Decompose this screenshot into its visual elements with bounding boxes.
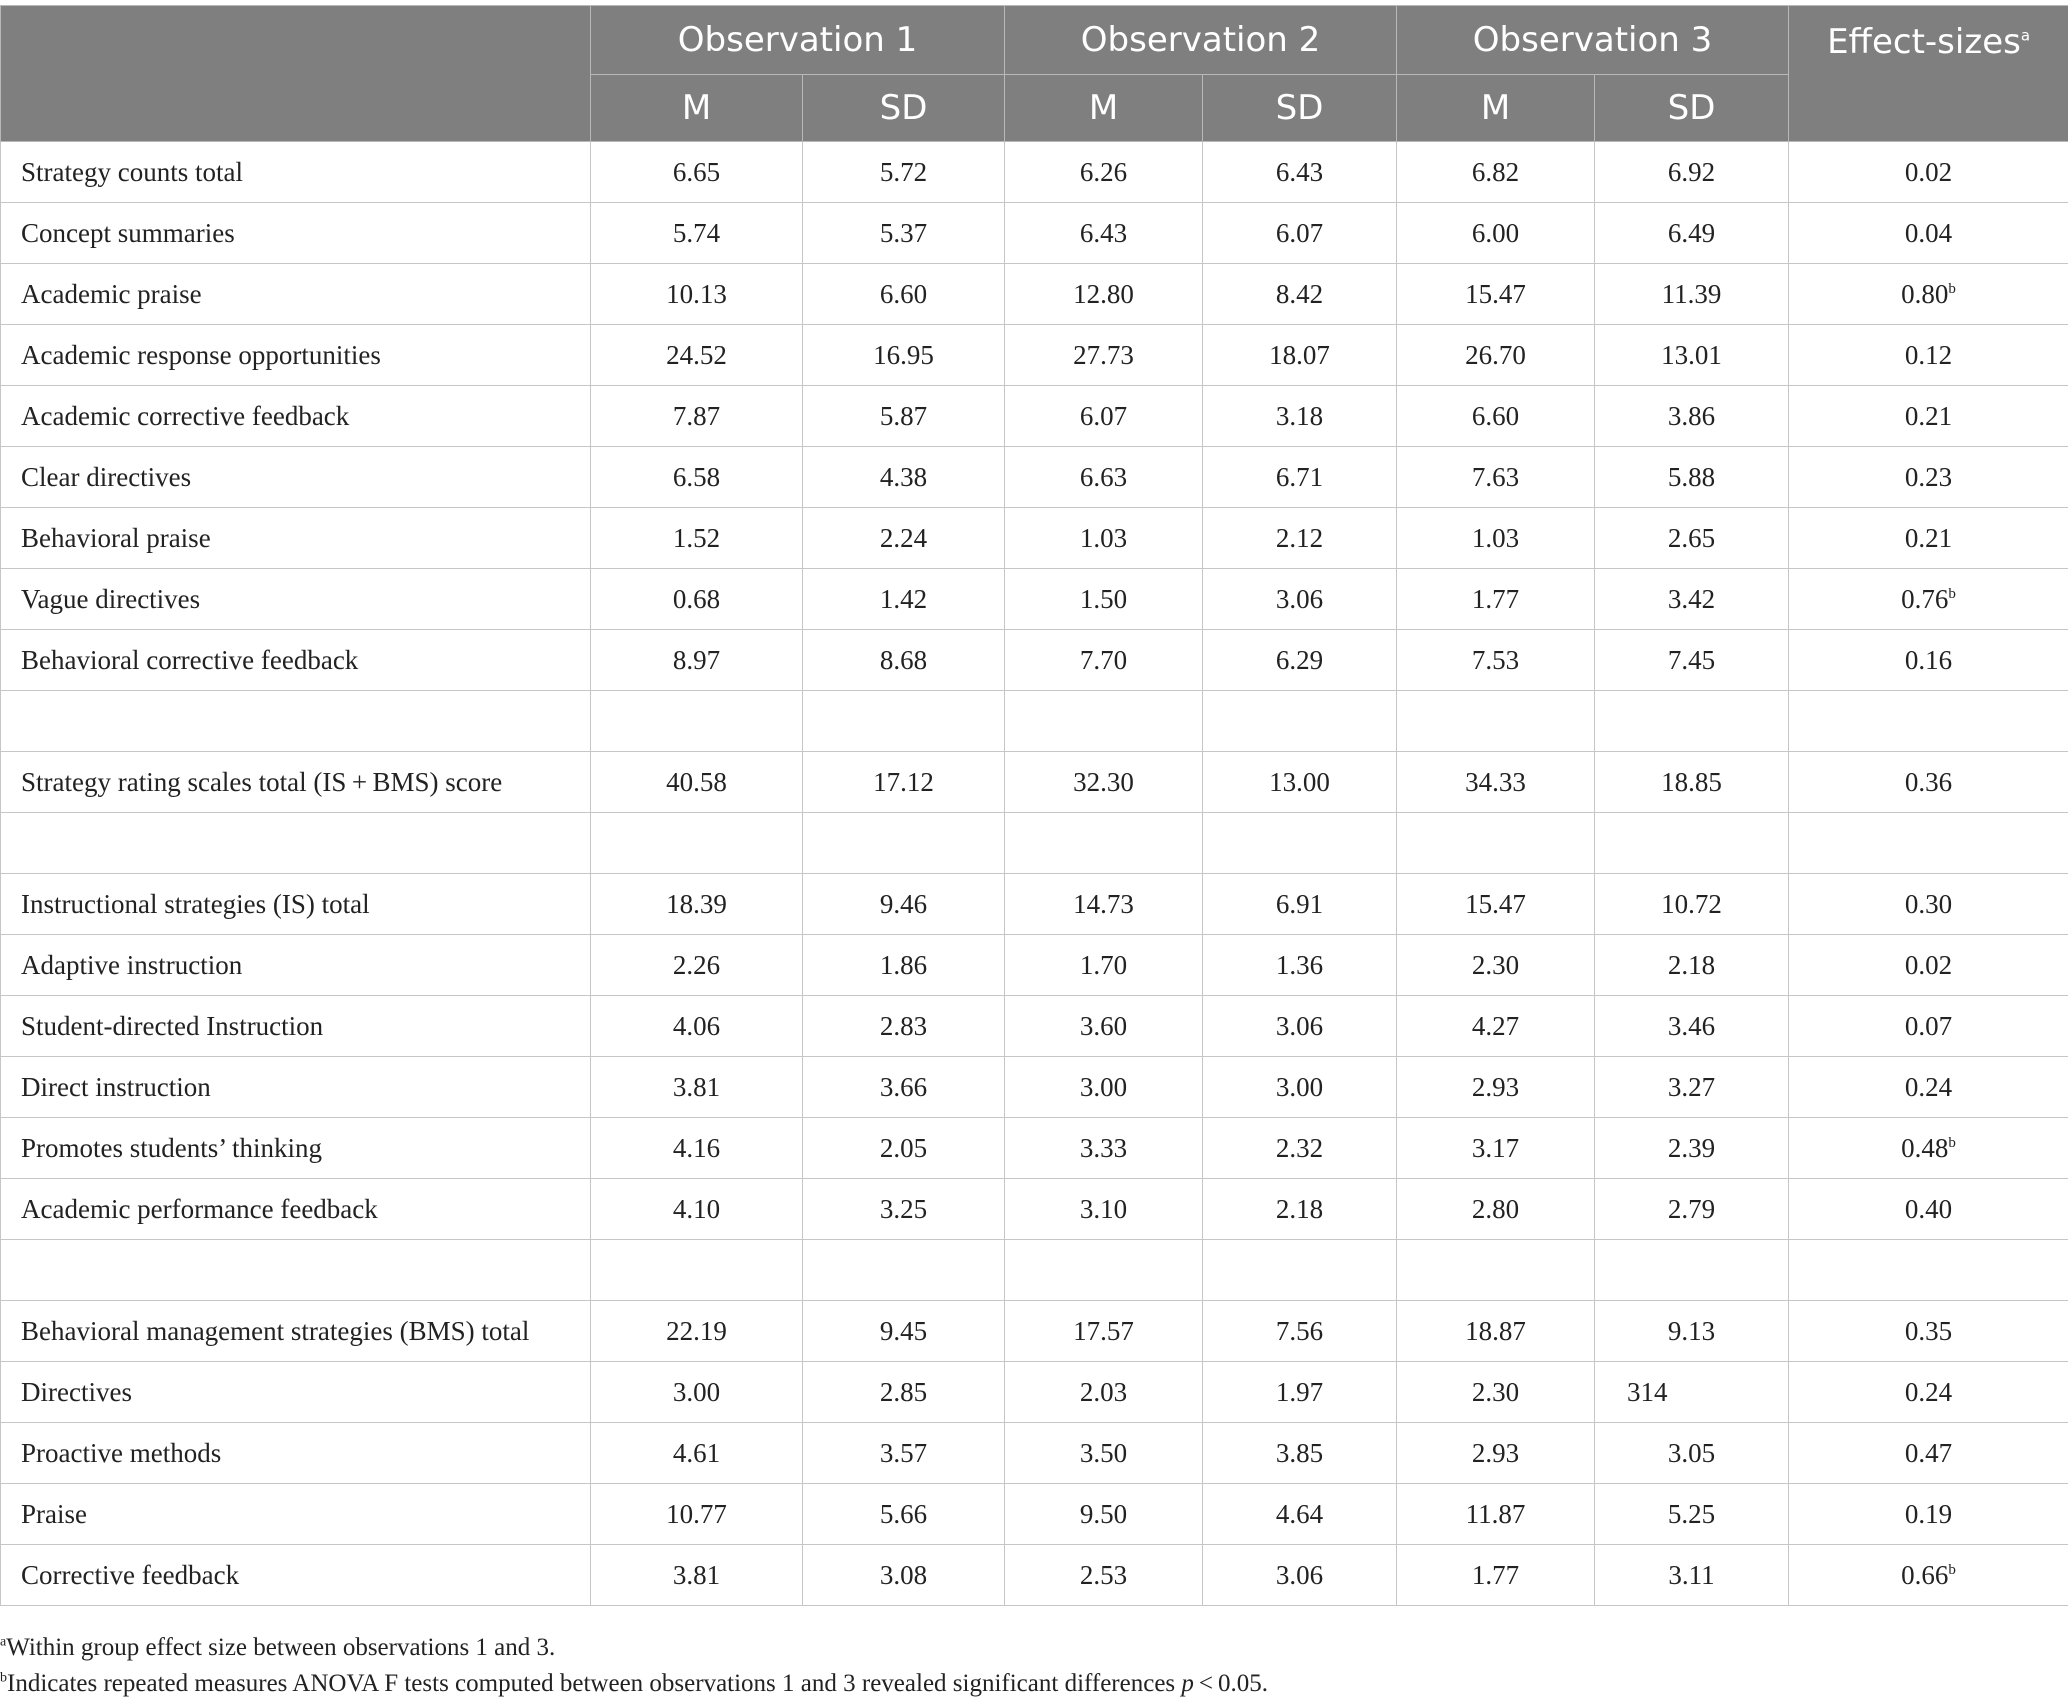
cell-mean-obs-1: 8.97 xyxy=(591,630,803,691)
table-row-spacer xyxy=(1,1240,2068,1301)
table-row xyxy=(1,1118,2068,1179)
cell-sd-obs-2: 4.64 xyxy=(1203,1484,1397,1545)
cell-mean-obs-2: 17.57 xyxy=(1005,1301,1203,1362)
significance-footnote-mark: b xyxy=(1948,1561,1956,1578)
effect-size-value: 0.76 xyxy=(1901,583,1949,614)
significance-footnote-mark: b xyxy=(1948,585,1956,602)
cell-sd-obs-2: 6.07 xyxy=(1203,203,1397,264)
cell-sd-obs-3: 6.49 xyxy=(1595,203,1789,264)
cell-sd-obs-2: 3.06 xyxy=(1203,1545,1397,1606)
row-label: Academic response opportunities xyxy=(1,325,591,386)
cell-effect-size xyxy=(1789,325,2068,386)
row-label: Vague directives xyxy=(1,569,591,630)
effect-size-value: 0.30 xyxy=(1904,888,1953,919)
cell-sd-obs-3: 314 xyxy=(1595,1362,1789,1423)
cell-mean-obs-1: 6.58 xyxy=(591,447,803,508)
footnote-a xyxy=(0,1630,1268,1666)
cell-mean-obs-1: 10.13 xyxy=(591,264,803,325)
cell-sd-obs-3: 3.05 xyxy=(1595,1423,1789,1484)
cell-sd-obs-3: 2.79 xyxy=(1595,1179,1789,1240)
cell-mean-obs-1: 4.10 xyxy=(591,1179,803,1240)
effect-size-value: 0.23 xyxy=(1904,461,1953,492)
table-row xyxy=(1,1362,2068,1423)
effect-size-value: 0.47 xyxy=(1904,1437,1953,1468)
cell-mean-obs-1: 4.61 xyxy=(591,1423,803,1484)
cell-sd-obs-1: 3.25 xyxy=(803,1179,1005,1240)
cell-effect-size xyxy=(1789,569,2068,630)
table-row xyxy=(1,1301,2068,1362)
cell-mean-obs-2: 6.26 xyxy=(1005,142,1203,203)
row-label: Academic praise xyxy=(1,264,591,325)
cell-mean-obs-1: 7.87 xyxy=(591,386,803,447)
cell-sd-obs-1: 3.57 xyxy=(803,1423,1005,1484)
cell-sd-obs-1: 5.37 xyxy=(803,203,1005,264)
results-table xyxy=(0,5,2068,1606)
cell-mean-obs-3 xyxy=(1397,691,1595,752)
table-row xyxy=(1,203,2068,264)
row-label: Adaptive instruction xyxy=(1,935,591,996)
row-label: Behavioral praise xyxy=(1,508,591,569)
cell-sd-obs-2: 6.71 xyxy=(1203,447,1397,508)
cell-mean-obs-2: 6.07 xyxy=(1005,386,1203,447)
table-row-spacer xyxy=(1,691,2068,752)
cell-sd-obs-3: 10.72 xyxy=(1595,874,1789,935)
cell-mean-obs-2: 6.63 xyxy=(1005,447,1203,508)
cell-effect-size xyxy=(1789,1301,2068,1362)
cell-sd-obs-3: 3.46 xyxy=(1595,996,1789,1057)
cell-sd-obs-3: 13.01 xyxy=(1595,325,1789,386)
table-row xyxy=(1,569,2068,630)
cell-sd-obs-2 xyxy=(1203,1240,1397,1301)
row-label xyxy=(1,1240,591,1301)
row-label: Behavioral corrective feedback xyxy=(1,630,591,691)
footnote-b-mark: b xyxy=(0,1670,7,1686)
cell-sd-obs-1: 8.68 xyxy=(803,630,1005,691)
cell-sd-obs-2 xyxy=(1203,691,1397,752)
cell-sd-obs-1: 2.24 xyxy=(803,508,1005,569)
cell-mean-obs-2: 3.60 xyxy=(1005,996,1203,1057)
cell-mean-obs-3 xyxy=(1397,813,1595,874)
cell-sd-obs-3: 18.85 xyxy=(1595,752,1789,813)
cell-mean-obs-3: 2.93 xyxy=(1397,1423,1595,1484)
table-row xyxy=(1,1057,2068,1118)
cell-mean-obs-2: 32.30 xyxy=(1005,752,1203,813)
cell-effect-size xyxy=(1789,203,2068,264)
cell-sd-obs-1: 5.66 xyxy=(803,1484,1005,1545)
cell-effect-size xyxy=(1789,630,2068,691)
significance-footnote-mark: b xyxy=(1948,280,1956,297)
row-label: Strategy rating scales total (IS + BMS) score xyxy=(1,752,591,813)
cell-sd-obs-3: 2.65 xyxy=(1595,508,1789,569)
cell-sd-obs-3 xyxy=(1595,1240,1789,1301)
cell-effect-size xyxy=(1789,1057,2068,1118)
cell-sd-obs-2: 3.06 xyxy=(1203,569,1397,630)
table-row-spacer xyxy=(1,813,2068,874)
cell-sd-obs-2: 6.29 xyxy=(1203,630,1397,691)
cell-effect-size xyxy=(1789,996,2068,1057)
cell-sd-obs-2: 6.43 xyxy=(1203,142,1397,203)
effect-size-value: 0.36 xyxy=(1904,766,1953,797)
table-row xyxy=(1,264,2068,325)
row-label: Student-directed Instruction xyxy=(1,996,591,1057)
row-label: Strategy counts total xyxy=(1,142,591,203)
cell-sd-obs-3: 7.45 xyxy=(1595,630,1789,691)
cell-effect-size xyxy=(1789,813,2068,874)
cell-sd-obs-2: 2.32 xyxy=(1203,1118,1397,1179)
cell-mean-obs-1: 4.16 xyxy=(591,1118,803,1179)
effect-size-value: 0.07 xyxy=(1904,1010,1953,1041)
cell-mean-obs-1: 0.68 xyxy=(591,569,803,630)
cell-sd-obs-3: 3.42 xyxy=(1595,569,1789,630)
cell-effect-size xyxy=(1789,142,2068,203)
cell-mean-obs-3: 7.63 xyxy=(1397,447,1595,508)
cell-sd-obs-3: 2.39 xyxy=(1595,1118,1789,1179)
cell-sd-obs-3 xyxy=(1595,691,1789,752)
cell-mean-obs-1: 2.26 xyxy=(591,935,803,996)
effect-sizes-footnote-mark: a xyxy=(2020,26,2031,45)
cell-mean-obs-3: 2.93 xyxy=(1397,1057,1595,1118)
cell-sd-obs-3: 9.13 xyxy=(1595,1301,1789,1362)
cell-sd-obs-1: 16.95 xyxy=(803,325,1005,386)
effect-size-value: 0.19 xyxy=(1904,1498,1953,1529)
effect-sizes-label: Effect-sizes xyxy=(1827,22,2021,62)
effect-size-value: 0.21 xyxy=(1904,400,1953,431)
cell-sd-obs-2: 3.85 xyxy=(1203,1423,1397,1484)
cell-mean-obs-3: 2.80 xyxy=(1397,1179,1595,1240)
cell-sd-obs-1: 9.45 xyxy=(803,1301,1005,1362)
cell-mean-obs-3: 11.87 xyxy=(1397,1484,1595,1545)
cell-effect-size xyxy=(1789,874,2068,935)
cell-sd-obs-1: 5.87 xyxy=(803,386,1005,447)
cell-effect-size xyxy=(1789,752,2068,813)
cell-sd-obs-1: 9.46 xyxy=(803,874,1005,935)
cell-sd-obs-1: 5.72 xyxy=(803,142,1005,203)
cell-sd-obs-1: 17.12 xyxy=(803,752,1005,813)
cell-sd-obs-1 xyxy=(803,1240,1005,1301)
cell-mean-obs-3: 3.17 xyxy=(1397,1118,1595,1179)
cell-mean-obs-2: 14.73 xyxy=(1005,874,1203,935)
effect-size-value: 0.16 xyxy=(1904,644,1953,675)
cell-effect-size xyxy=(1789,1118,2068,1179)
cell-effect-size xyxy=(1789,508,2068,569)
row-label: Corrective feedback xyxy=(1,1545,591,1606)
cell-mean-obs-2: 1.50 xyxy=(1005,569,1203,630)
table-footnotes xyxy=(0,1630,1268,1702)
cell-mean-obs-2: 2.53 xyxy=(1005,1545,1203,1606)
cell-mean-obs-1: 3.00 xyxy=(591,1362,803,1423)
row-label: Academic corrective feedback xyxy=(1,386,591,447)
effect-size-value: 0.66 xyxy=(1901,1559,1949,1590)
table-row xyxy=(1,1423,2068,1484)
effect-size-value: 0.80 xyxy=(1901,278,1949,309)
significance-footnote-mark: b xyxy=(1948,1134,1956,1151)
footnote-b xyxy=(0,1666,1268,1702)
header-sd-1: SD xyxy=(803,75,1005,142)
header-observation-2: Observation 2 xyxy=(1005,6,1397,75)
row-label: Instructional strategies (IS) total xyxy=(1,874,591,935)
cell-mean-obs-3: 15.47 xyxy=(1397,874,1595,935)
cell-sd-obs-3: 11.39 xyxy=(1595,264,1789,325)
table-row xyxy=(1,630,2068,691)
effect-size-value: 0.24 xyxy=(1904,1071,1953,1102)
cell-sd-obs-1: 3.08 xyxy=(803,1545,1005,1606)
cell-mean-obs-3: 1.77 xyxy=(1397,1545,1595,1606)
cell-effect-size xyxy=(1789,1179,2068,1240)
row-label: Behavioral management strategies (BMS) total xyxy=(1,1301,591,1362)
cell-mean-obs-2: 1.70 xyxy=(1005,935,1203,996)
cell-mean-obs-3 xyxy=(1397,1240,1595,1301)
row-label: Promotes students’ thinking xyxy=(1,1118,591,1179)
cell-sd-obs-2: 1.97 xyxy=(1203,1362,1397,1423)
cell-sd-obs-3: 3.27 xyxy=(1595,1057,1789,1118)
cell-mean-obs-3: 1.03 xyxy=(1397,508,1595,569)
row-label: Clear directives xyxy=(1,447,591,508)
cell-mean-obs-3: 34.33 xyxy=(1397,752,1595,813)
header-m-1: M xyxy=(591,75,803,142)
cell-sd-obs-1: 2.05 xyxy=(803,1118,1005,1179)
cell-sd-obs-2: 3.18 xyxy=(1203,386,1397,447)
cell-effect-size xyxy=(1789,1423,2068,1484)
cell-mean-obs-2 xyxy=(1005,1240,1203,1301)
header-blank-cell xyxy=(1,6,591,142)
cell-sd-obs-2: 3.00 xyxy=(1203,1057,1397,1118)
row-label: Proactive methods xyxy=(1,1423,591,1484)
cell-effect-size xyxy=(1789,1545,2068,1606)
cell-sd-obs-2 xyxy=(1203,813,1397,874)
cell-mean-obs-1: 6.65 xyxy=(591,142,803,203)
cell-mean-obs-3: 2.30 xyxy=(1397,1362,1595,1423)
cell-mean-obs-1: 4.06 xyxy=(591,996,803,1057)
cell-mean-obs-1 xyxy=(591,691,803,752)
cell-sd-obs-1: 6.60 xyxy=(803,264,1005,325)
table-row xyxy=(1,874,2068,935)
cell-sd-obs-3: 5.25 xyxy=(1595,1484,1789,1545)
table-row xyxy=(1,1484,2068,1545)
cell-sd-obs-2: 3.06 xyxy=(1203,996,1397,1057)
cell-mean-obs-2: 2.03 xyxy=(1005,1362,1203,1423)
header-observation-1: Observation 1 xyxy=(591,6,1005,75)
header-sd-3: SD xyxy=(1595,75,1789,142)
cell-mean-obs-1: 24.52 xyxy=(591,325,803,386)
effect-size-value: 0.02 xyxy=(1904,156,1953,187)
row-label: Academic performance feedback xyxy=(1,1179,591,1240)
cell-mean-obs-2: 6.43 xyxy=(1005,203,1203,264)
cell-mean-obs-2 xyxy=(1005,813,1203,874)
footnote-b-threshold: < 0.05. xyxy=(1193,1670,1269,1697)
header-effect-sizes xyxy=(1789,6,2068,142)
cell-sd-obs-3: 5.88 xyxy=(1595,447,1789,508)
cell-effect-size xyxy=(1789,935,2068,996)
cell-mean-obs-1: 3.81 xyxy=(591,1057,803,1118)
cell-sd-obs-1: 1.42 xyxy=(803,569,1005,630)
cell-mean-obs-1 xyxy=(591,1240,803,1301)
cell-mean-obs-2: 3.10 xyxy=(1005,1179,1203,1240)
cell-mean-obs-1: 18.39 xyxy=(591,874,803,935)
table-row xyxy=(1,447,2068,508)
header-sd-2: SD xyxy=(1203,75,1397,142)
cell-effect-size xyxy=(1789,1240,2068,1301)
table-row xyxy=(1,386,2068,447)
cell-mean-obs-2: 12.80 xyxy=(1005,264,1203,325)
cell-effect-size xyxy=(1789,691,2068,752)
table-row xyxy=(1,1179,2068,1240)
header-m-3: M xyxy=(1397,75,1595,142)
cell-mean-obs-1: 5.74 xyxy=(591,203,803,264)
row-label: Concept summaries xyxy=(1,203,591,264)
footnote-b-p-symbol: p xyxy=(1181,1670,1194,1697)
table-row xyxy=(1,935,2068,996)
table-body xyxy=(1,142,2068,1606)
cell-mean-obs-3: 15.47 xyxy=(1397,264,1595,325)
effect-size-value: 0.24 xyxy=(1904,1376,1953,1407)
cell-mean-obs-3: 26.70 xyxy=(1397,325,1595,386)
cell-sd-obs-2: 8.42 xyxy=(1203,264,1397,325)
footnote-a-text: Within group effect size between observations 1 and 3. xyxy=(6,1634,556,1661)
cell-sd-obs-2: 2.12 xyxy=(1203,508,1397,569)
footnote-b-text: Indicates repeated measures ANOVA F tests computed between observations 1 and 3 revealed significant differences xyxy=(7,1670,1182,1697)
cell-sd-obs-3 xyxy=(1595,813,1789,874)
effect-size-value: 0.04 xyxy=(1904,217,1953,248)
table-row xyxy=(1,142,2068,203)
cell-effect-size xyxy=(1789,264,2068,325)
cell-mean-obs-2: 1.03 xyxy=(1005,508,1203,569)
cell-mean-obs-3: 7.53 xyxy=(1397,630,1595,691)
cell-mean-obs-1: 3.81 xyxy=(591,1545,803,1606)
cell-sd-obs-1 xyxy=(803,813,1005,874)
cell-mean-obs-1 xyxy=(591,813,803,874)
effect-size-value: 0.40 xyxy=(1904,1193,1953,1224)
cell-sd-obs-1: 4.38 xyxy=(803,447,1005,508)
cell-mean-obs-1: 40.58 xyxy=(591,752,803,813)
table-header xyxy=(1,6,2068,142)
cell-mean-obs-3: 18.87 xyxy=(1397,1301,1595,1362)
effect-size-value: 0.35 xyxy=(1904,1315,1953,1346)
cell-sd-obs-3: 6.92 xyxy=(1595,142,1789,203)
cell-sd-obs-1: 2.85 xyxy=(803,1362,1005,1423)
cell-sd-obs-3: 3.86 xyxy=(1595,386,1789,447)
header-m-2: M xyxy=(1005,75,1203,142)
cell-mean-obs-1: 1.52 xyxy=(591,508,803,569)
cell-sd-obs-2: 6.91 xyxy=(1203,874,1397,935)
table-row xyxy=(1,996,2068,1057)
cell-effect-size xyxy=(1789,1362,2068,1423)
table-row xyxy=(1,508,2068,569)
cell-sd-obs-2: 18.07 xyxy=(1203,325,1397,386)
effect-size-value: 0.21 xyxy=(1904,522,1953,553)
table-row xyxy=(1,1545,2068,1606)
cell-mean-obs-3: 6.00 xyxy=(1397,203,1595,264)
cell-sd-obs-2: 7.56 xyxy=(1203,1301,1397,1362)
cell-mean-obs-2 xyxy=(1005,691,1203,752)
cell-sd-obs-2: 1.36 xyxy=(1203,935,1397,996)
effect-size-value: 0.48 xyxy=(1901,1132,1949,1163)
cell-mean-obs-3: 4.27 xyxy=(1397,996,1595,1057)
effect-size-value: 0.02 xyxy=(1904,949,1953,980)
cell-mean-obs-2: 3.33 xyxy=(1005,1118,1203,1179)
row-label xyxy=(1,813,591,874)
cell-mean-obs-3: 2.30 xyxy=(1397,935,1595,996)
row-label: Direct instruction xyxy=(1,1057,591,1118)
table-row xyxy=(1,752,2068,813)
cell-sd-obs-2: 13.00 xyxy=(1203,752,1397,813)
cell-effect-size xyxy=(1789,1484,2068,1545)
row-label: Directives xyxy=(1,1362,591,1423)
cell-mean-obs-2: 9.50 xyxy=(1005,1484,1203,1545)
cell-mean-obs-1: 22.19 xyxy=(591,1301,803,1362)
cell-sd-obs-1: 1.86 xyxy=(803,935,1005,996)
cell-mean-obs-3: 6.60 xyxy=(1397,386,1595,447)
cell-effect-size xyxy=(1789,386,2068,447)
cell-effect-size xyxy=(1789,447,2068,508)
footnote-a-mark: a xyxy=(0,1634,7,1650)
row-label xyxy=(1,691,591,752)
effect-size-value: 0.12 xyxy=(1904,339,1953,370)
table-row xyxy=(1,325,2068,386)
cell-mean-obs-2: 27.73 xyxy=(1005,325,1203,386)
cell-mean-obs-2: 3.50 xyxy=(1005,1423,1203,1484)
cell-sd-obs-2: 2.18 xyxy=(1203,1179,1397,1240)
cell-mean-obs-3: 6.82 xyxy=(1397,142,1595,203)
cell-mean-obs-1: 10.77 xyxy=(591,1484,803,1545)
header-observation-3: Observation 3 xyxy=(1397,6,1789,75)
cell-sd-obs-3: 2.18 xyxy=(1595,935,1789,996)
cell-sd-obs-1 xyxy=(803,691,1005,752)
cell-sd-obs-1: 2.83 xyxy=(803,996,1005,1057)
row-label: Praise xyxy=(1,1484,591,1545)
cell-sd-obs-3: 3.11 xyxy=(1595,1545,1789,1606)
cell-mean-obs-2: 7.70 xyxy=(1005,630,1203,691)
cell-sd-obs-1: 3.66 xyxy=(803,1057,1005,1118)
cell-mean-obs-3: 1.77 xyxy=(1397,569,1595,630)
cell-mean-obs-2: 3.00 xyxy=(1005,1057,1203,1118)
